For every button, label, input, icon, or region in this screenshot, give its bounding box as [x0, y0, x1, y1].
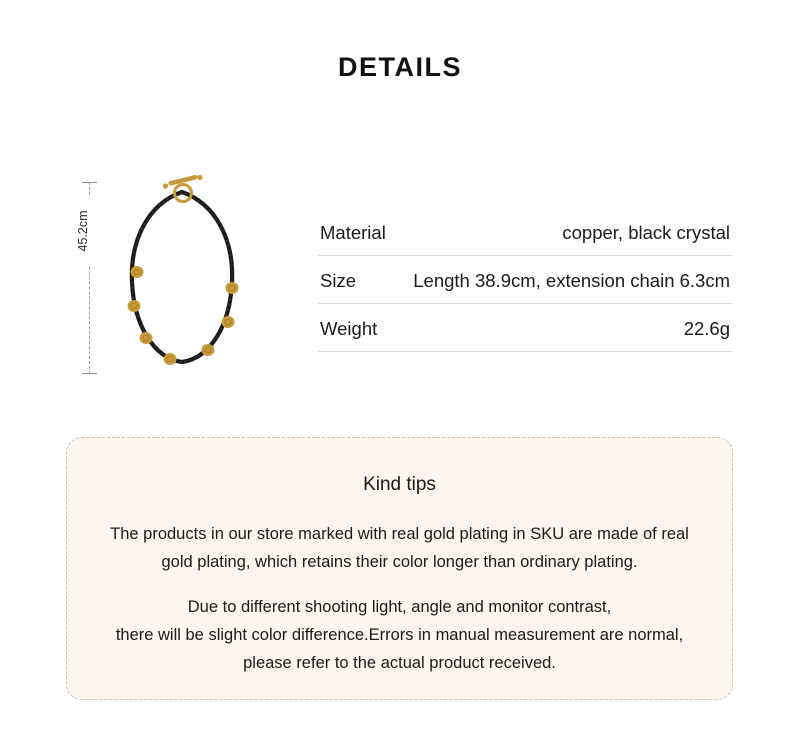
spec-table	[318, 218, 732, 352]
product-image-block	[70, 160, 280, 390]
measurement-cap-bottom	[82, 373, 97, 374]
spec-label-weight: Weight	[320, 318, 378, 339]
necklace-image	[104, 170, 274, 380]
page-title: DETAILS	[338, 52, 462, 82]
spec-value-material: copper, black crystal	[562, 222, 730, 243]
spec-row-material	[318, 218, 732, 256]
kind-tips-paragraph-1: The products in our store marked with real gold plating in SKU are made of real gold plating, which retains their color longer than ordinary plating.	[110, 525, 689, 571]
kind-tips-paragraph-2-line-1: Due to different shooting light, angle and monitor contrast,	[187, 598, 612, 616]
kind-tips-paragraph-2-line-3: please refer to the actual product received.	[243, 654, 556, 672]
spec-label-material: Material	[320, 222, 386, 243]
spec-row-size	[318, 266, 732, 304]
kind-tips-panel	[66, 437, 733, 700]
kind-tips-title: Kind tips	[363, 474, 436, 495]
measurement-cap-top	[82, 182, 97, 183]
spec-value-size: Length 38.9cm, extension chain 6.3cm	[413, 270, 730, 291]
spec-label-size: Size	[320, 270, 356, 291]
spec-value-weight: 22.6g	[683, 318, 730, 339]
spec-row-weight	[318, 314, 732, 352]
measurement-label: 45.2cm	[74, 196, 92, 266]
kind-tips-paragraph-2-line-2: there will be slight color difference.Errors in manual measurement are normal,	[115, 626, 684, 644]
